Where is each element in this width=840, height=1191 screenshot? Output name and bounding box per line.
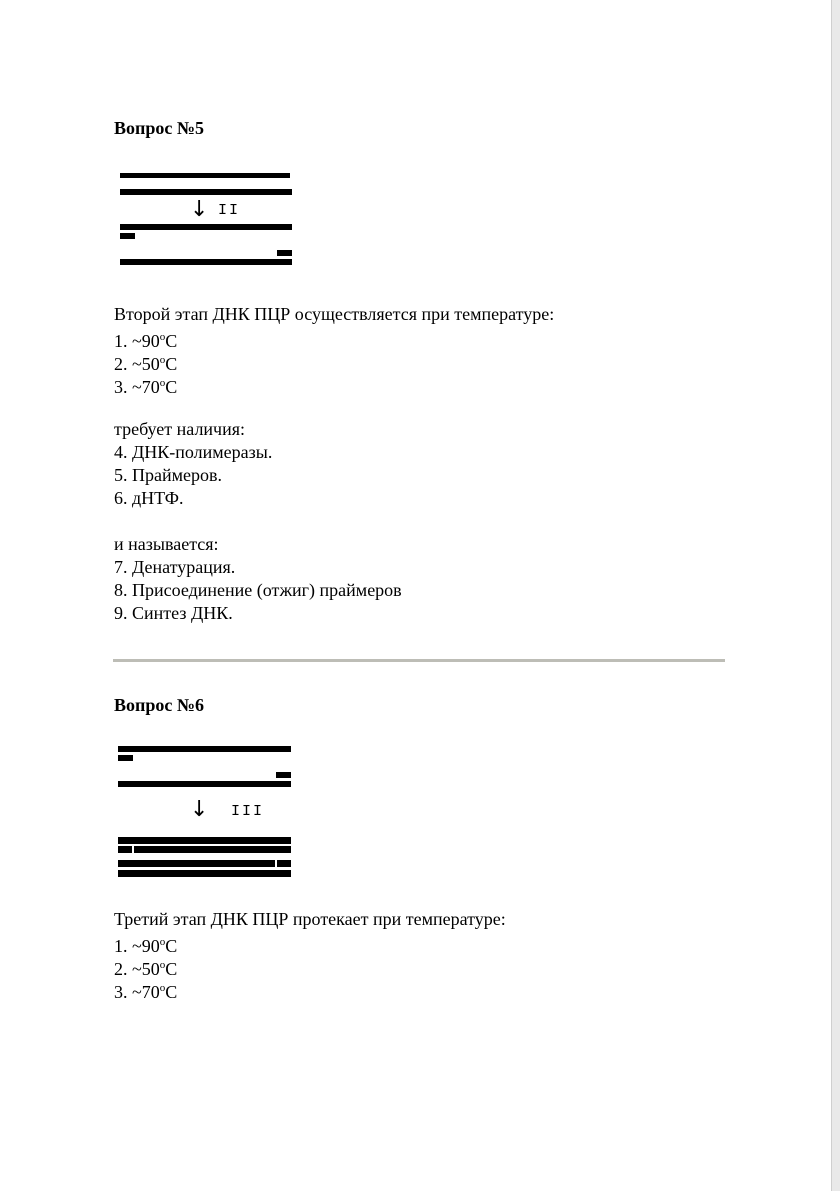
question-5-title: Вопрос №5 — [114, 118, 204, 138]
answer-option: 7. Денатурация. — [114, 557, 236, 577]
arrow-down-icon: ↓ — [190, 797, 209, 822]
dna-strand — [120, 259, 292, 265]
dna-strand — [120, 173, 290, 178]
answer-option: 2. ~50$^o$C — [114, 959, 178, 979]
answer-option: 1. ~90$^o$C — [114, 936, 178, 956]
answer-option: 2. ~50$^o$C — [114, 354, 178, 374]
dna-strand — [118, 860, 275, 867]
primer — [120, 233, 135, 239]
step-label: III — [231, 803, 265, 820]
question-6-text — [114, 908, 506, 1000]
page-right-edge — [831, 0, 840, 1191]
dna-strand — [277, 860, 291, 867]
primer — [276, 772, 291, 778]
question-5-text — [114, 303, 554, 625]
answer-option: 8. Присоединение (отжиг) праймеров — [114, 580, 402, 600]
answer-option: 5. Праймеров. — [114, 465, 222, 485]
section-label: требует наличия: — [114, 419, 246, 439]
primer — [118, 755, 133, 761]
dna-strand — [118, 837, 291, 844]
primer — [277, 250, 292, 256]
answer-option: 3. ~70$^o$C — [114, 982, 178, 1002]
answer-option: 3. ~70$^o$C — [114, 377, 178, 397]
question-prompt: Второй этап ДНК ПЦР осуществляется при температуре: — [114, 304, 555, 324]
answer-option: 1. ~90$^o$C — [114, 331, 178, 351]
dna-strand — [118, 846, 132, 853]
question-6-title: Вопрос №6 — [114, 695, 204, 715]
dna-strand — [118, 870, 291, 877]
dna-strand — [134, 846, 291, 853]
dna-strand — [118, 746, 291, 752]
answer-option: 6. дНТФ. — [114, 488, 184, 508]
answer-option: 9. Синтез ДНК. — [114, 603, 233, 623]
section-divider — [113, 659, 725, 662]
dna-strand — [120, 224, 292, 230]
arrow-down-icon: ↓ — [190, 197, 209, 222]
section-label: и называется: — [114, 534, 219, 554]
dna-strand — [120, 189, 292, 195]
dna-strand — [118, 781, 291, 787]
question-prompt: Третий этап ДНК ПЦР протекает при температуре: — [114, 909, 506, 929]
question-6-diagram — [118, 744, 298, 884]
question-5-diagram — [118, 170, 298, 270]
step-label: II — [218, 202, 241, 219]
answer-option: 4. ДНК-полимеразы. — [114, 442, 273, 462]
